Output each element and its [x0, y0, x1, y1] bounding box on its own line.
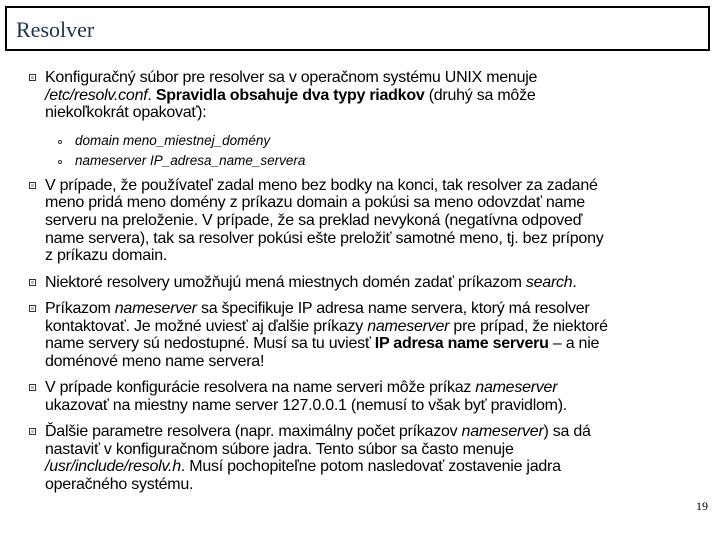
bullet-list — [0, 69, 720, 502]
text-segment: name servera), tak sa resolver pokúsi ešte preložiť samotné meno, tj. bez prípony — [45, 229, 604, 247]
text-line — [45, 212, 720, 230]
text-segment: search — [525, 273, 573, 291]
bullet-item — [0, 177, 720, 266]
text-line — [45, 177, 720, 195]
text-line — [45, 87, 720, 105]
text-line — [45, 476, 720, 494]
text-segment: . Musí pochopiteľne potom nasledovať zostavenie jadra — [180, 458, 561, 476]
text-line — [45, 458, 720, 476]
text-segment: operačného systému. — [45, 476, 194, 494]
text-segment: IP adresa name serveru — [374, 335, 549, 353]
text-segment: . — [147, 86, 156, 104]
text-segment: sa špecifikuje IP adresa name servera, ktorý má resolver — [196, 299, 590, 317]
sub-item — [0, 131, 720, 151]
square-bullet-icon — [29, 384, 36, 391]
text-segment: Spravidla obsahuje dva typy riadkov — [155, 86, 425, 104]
text-line — [45, 397, 720, 415]
text-segment: nastaviť v konfiguračnom súbore jadra. Tento súbor sa často menuje — [45, 440, 514, 458]
text-segment: /usr/include/resolv.h — [45, 458, 181, 476]
text-segment: nameserver — [114, 299, 197, 317]
text-segment: ) sa dá — [543, 423, 591, 441]
sub-item-text: nameserver IP_adresa_name_servera — [75, 152, 306, 168]
text-line — [45, 69, 720, 87]
text-segment: name servery sú nedostupné. Musí sa tu uviesť — [45, 335, 375, 353]
slide-title: Resolver — [16, 17, 95, 42]
text-segment: niekoľkokrát opakovať): — [45, 104, 207, 122]
text-segment: V prípade, že používateľ zadal meno bez bodky na konci, tak resolver za zadané — [45, 176, 598, 194]
circle-bullet-icon — [58, 160, 62, 164]
circle-bullet-icon — [58, 140, 62, 144]
text-segment: kontaktovať. Je možné uviesť aj ďalšie príkazy — [45, 317, 368, 335]
text-line — [45, 274, 720, 292]
sub-list — [0, 131, 720, 171]
text-line — [45, 230, 720, 248]
text-line — [45, 247, 720, 265]
text-segment: meno pridá meno domény z príkazu domain a pokúsi sa meno odovzdať name — [45, 194, 585, 212]
bullet-item — [0, 69, 720, 122]
text-segment: ukazovať na miestny name server 127.0.0.1 (nemusí to však byť pravidlom). — [45, 396, 567, 414]
text-segment: Niektoré resolvery umožňujú mená miestnych domén zadať príkazom — [45, 273, 526, 291]
square-bullet-icon — [29, 74, 36, 81]
text-line — [45, 379, 720, 397]
text-line — [45, 335, 720, 353]
text-segment: serveru na preloženie. V prípade, že sa preklad nevykoná (negatívna odpoveď — [45, 212, 583, 230]
text-line — [45, 423, 720, 441]
text-segment: (druhý sa môže — [424, 86, 536, 104]
text-segment: – a nie — [548, 335, 600, 353]
title-box — [5, 6, 710, 51]
sub-item — [0, 151, 720, 171]
bullet-item — [0, 379, 720, 414]
square-bullet-icon — [29, 305, 36, 312]
bullet-item — [0, 423, 720, 494]
text-segment: nameserver — [475, 379, 558, 397]
text-segment: Ďalšie parametre resolvera (napr. maximálny počet príkazov — [45, 423, 462, 441]
text-line — [45, 104, 720, 122]
text-line — [45, 300, 720, 318]
text-segment: doménové meno name servera! — [45, 352, 265, 370]
text-segment: Príkazom — [45, 299, 115, 317]
square-bullet-icon — [29, 279, 36, 286]
text-segment: Konfiguračný súbor pre resolver sa v operačnom systému UNIX menuje — [45, 69, 538, 86]
text-segment: V prípade konfigurácie resolvera na name serveri môže príkaz — [45, 379, 476, 397]
text-line — [45, 441, 720, 459]
text-segment: nameserver — [367, 317, 450, 335]
square-bullet-icon — [29, 182, 36, 189]
text-line — [45, 353, 720, 371]
text-line — [45, 194, 720, 212]
page-number: 19 — [696, 499, 708, 513]
sub-item-text: domain meno_miestnej_domény — [75, 132, 271, 148]
text-segment: z príkazu domain. — [45, 247, 168, 265]
square-bullet-icon — [29, 428, 36, 435]
bullet-item — [0, 300, 720, 371]
text-segment: /etc/resolv.conf — [45, 86, 148, 104]
text-segment: nameserver — [461, 423, 544, 441]
text-segment: pre prípad, že niektoré — [449, 317, 608, 335]
text-line — [45, 318, 720, 336]
text-segment: . — [572, 273, 577, 291]
bullet-item — [0, 274, 720, 292]
